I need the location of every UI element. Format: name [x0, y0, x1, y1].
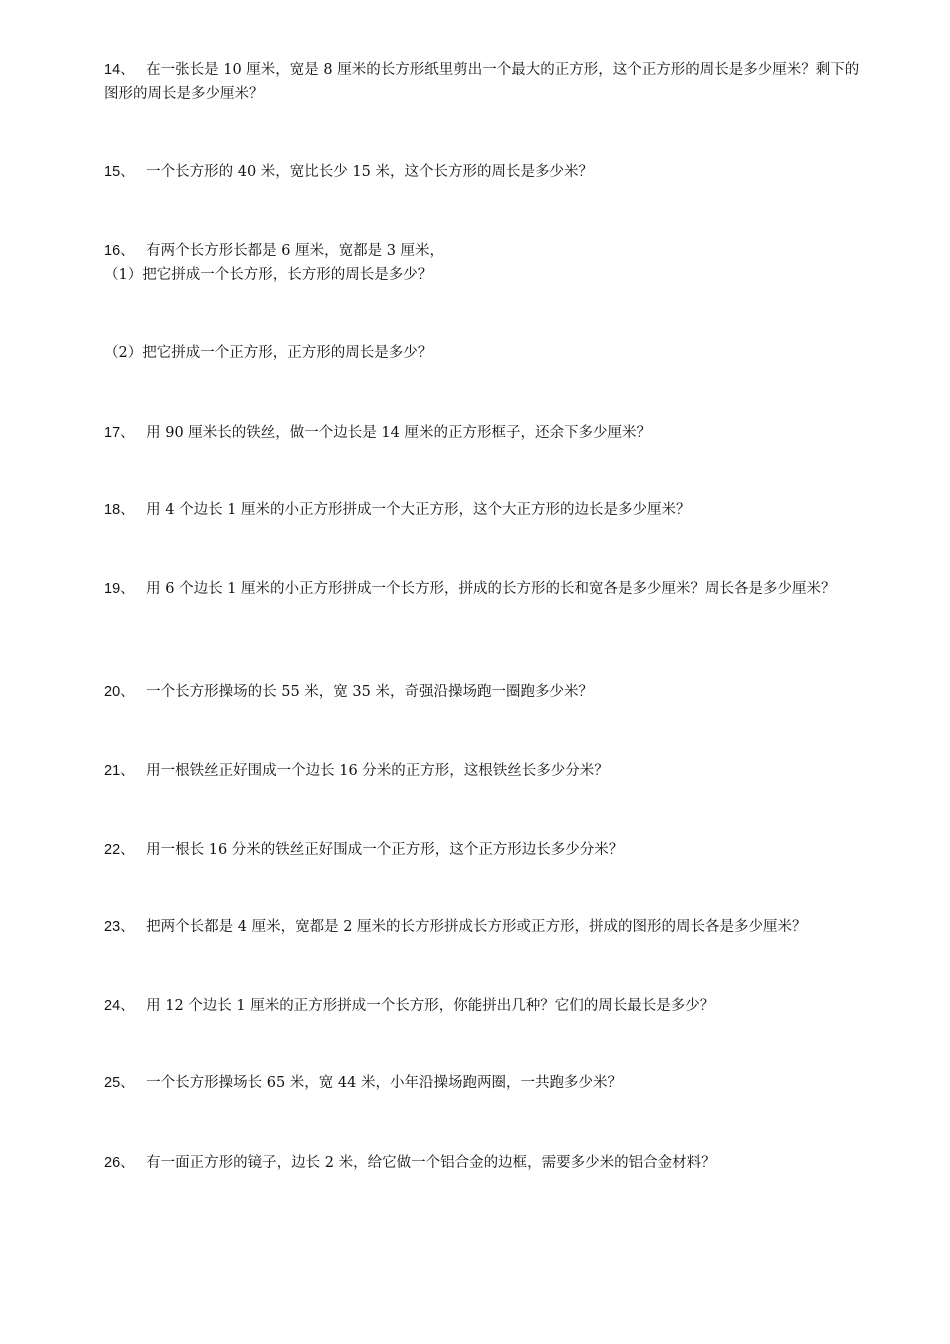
- question-18: [104, 498, 864, 522]
- question-separator: 、: [120, 763, 135, 779]
- question-number: 16: [104, 243, 121, 259]
- question-separator: 、: [120, 581, 135, 597]
- question-25: [104, 1071, 864, 1095]
- question-text: 用 6 个边长 1 厘米的小正方形拼成一个长方形，拼成的长方形的长和宽各是多少厘米？周长各是多少厘米？: [146, 581, 836, 597]
- question-number: 23: [104, 919, 121, 935]
- question-separator: 、: [120, 425, 135, 441]
- question-text: 用一根长 16 分米的铁丝正好围成一个正方形，这个正方形边长多少分米？: [146, 842, 624, 858]
- question-text: 一个长方形操场的长 55 米，宽 35 米，奇强沿操场跑一圈跑多少米？: [146, 684, 593, 700]
- question-20: [104, 680, 864, 704]
- question-number: 19: [104, 581, 121, 597]
- question-26: [104, 1151, 864, 1175]
- question-number: 17: [104, 425, 121, 441]
- question-text: 用 90 厘米长的铁丝，做一个边长是 14 厘米的正方形框子，还余下多少厘米？: [146, 425, 651, 441]
- question-number: 21: [104, 763, 121, 779]
- question-24: [104, 994, 864, 1018]
- question-text: 有两个长方形长都是 6 厘米，宽都是 3 厘米，: [146, 243, 445, 259]
- question-text: 一个长方形的 40 米，宽比长少 15 米，这个长方形的周长是多少米？: [146, 164, 593, 180]
- question-number: 22: [104, 842, 121, 858]
- question-separator: 、: [120, 62, 135, 78]
- question-text: 在一张长是 10 厘米，宽是 8 厘米的长方形纸里剪出一个最大的正方形，这个正方形的周长是多少厘米？剩下的图形的周长是多少厘米？: [104, 62, 860, 102]
- question-text: 有一面正方形的镜子，边长 2 米，给它做一个铝合金的边框，需要多少米的铝合金材料？: [146, 1155, 716, 1171]
- question-text: 一个长方形操场长 65 米，宽 44 米，小年沿操场跑两圈，一共跑多少米？: [146, 1075, 622, 1091]
- question-text: 用一根铁丝正好围成一个边长 16 分米的正方形，这根铁丝长多少分米？: [146, 763, 609, 779]
- question-15: [104, 160, 864, 184]
- question-16-part-2: （2）把它拼成一个正方形，正方形的周长是多少？: [104, 345, 433, 361]
- question-number: 24: [104, 998, 121, 1014]
- question-number: 25: [104, 1075, 121, 1091]
- question-16: [104, 239, 864, 263]
- question-text: 用 4 个边长 1 厘米的小正方形拼成一个大正方形，这个大正方形的边长是多少厘米？: [146, 502, 691, 518]
- question-22: [104, 838, 864, 862]
- question-number: 26: [104, 1155, 121, 1171]
- question-23: [104, 915, 864, 939]
- question-21: [104, 759, 864, 783]
- question-17: [104, 421, 864, 445]
- question-separator: 、: [120, 684, 135, 700]
- question-separator: 、: [120, 164, 135, 180]
- question-number: 14: [104, 62, 121, 78]
- question-number: 20: [104, 684, 121, 700]
- question-text: 把两个长都是 4 厘米，宽都是 2 厘米的长方形拼成长方形或正方形，拼成的图形的周长各是多少厘米？: [146, 919, 807, 935]
- question-19: [104, 577, 864, 601]
- question-separator: 、: [120, 998, 135, 1014]
- question-separator: 、: [120, 842, 135, 858]
- question-14: [104, 58, 864, 106]
- question-separator: 、: [120, 1075, 135, 1091]
- question-separator: 、: [120, 1155, 135, 1171]
- question-text: 用 12 个边长 1 厘米的正方形拼成一个长方形，你能拼出几种？它们的周长最长是多少？: [146, 998, 715, 1014]
- question-number: 18: [104, 502, 121, 518]
- question-separator: 、: [120, 502, 135, 518]
- question-separator: 、: [120, 243, 135, 259]
- question-16-part-1: （1）把它拼成一个长方形，长方形的周长是多少？: [104, 267, 433, 283]
- question-separator: 、: [120, 919, 135, 935]
- question-number: 15: [104, 164, 121, 180]
